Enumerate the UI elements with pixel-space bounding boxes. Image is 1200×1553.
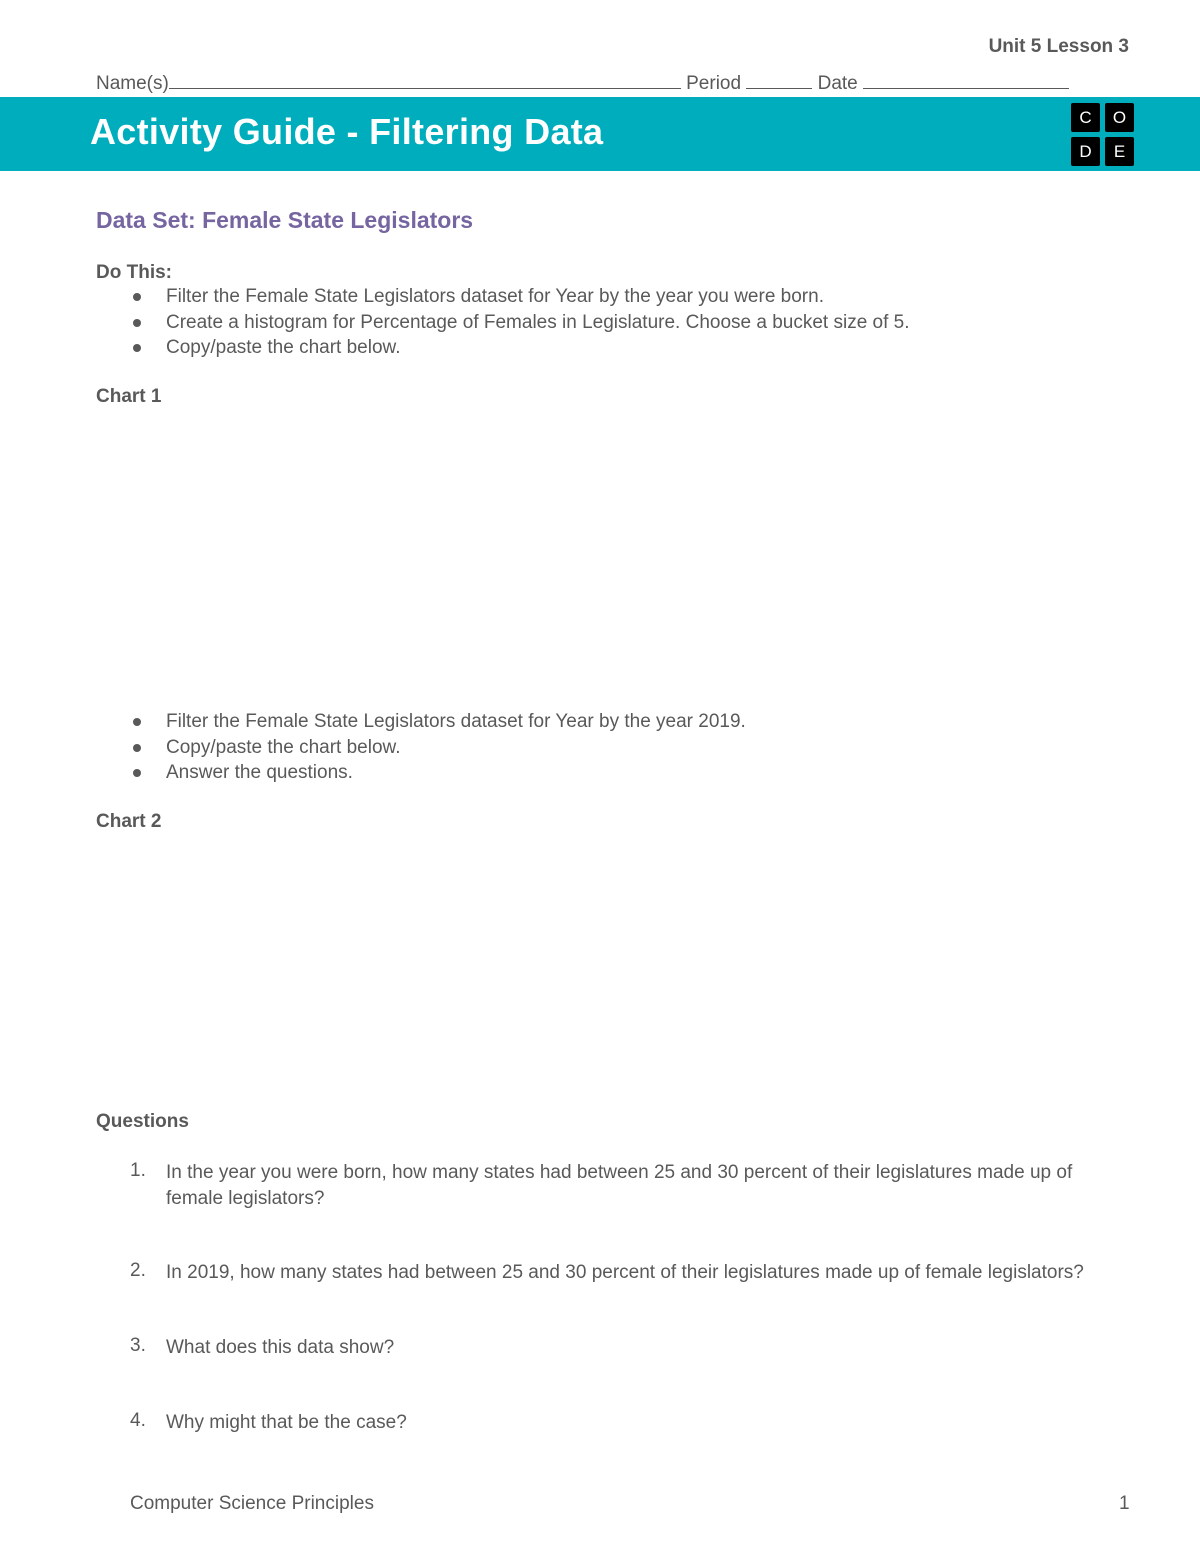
list-item xyxy=(96,735,746,761)
list-item-text: Filter the Female State Legislators dataset for Year by the year you were born. xyxy=(166,286,824,307)
unit-lesson-label: Unit 5 Lesson 3 xyxy=(988,36,1129,57)
list-item-text: Create a histogram for Percentage of Females in Legislature. Choose a bucket size of 5. xyxy=(166,311,910,333)
dataset-title: Data Set: Female State Legislators xyxy=(96,207,474,233)
questions-label: Questions xyxy=(96,1111,189,1132)
question-text: In 2019, how many states had between 25 and 30 percent of their legislatures made up of female legislators? xyxy=(166,1262,1084,1283)
list-item-text: Copy/paste the chart below. xyxy=(166,337,401,358)
bullet-icon xyxy=(133,769,141,777)
logo-letter-c: C xyxy=(1071,103,1100,132)
bullet-icon xyxy=(133,319,141,327)
footer-course: Computer Science Principles xyxy=(130,1493,374,1514)
chart1-paste-area[interactable] xyxy=(96,415,1136,695)
list-item-text: Answer the questions. xyxy=(166,762,353,783)
question-number: 4. xyxy=(130,1410,146,1431)
list-item xyxy=(96,284,910,310)
question-text: What does this data show? xyxy=(166,1337,395,1358)
instructions-list-1 xyxy=(96,284,910,361)
instructions-list-2 xyxy=(96,709,746,786)
questions-list xyxy=(96,1160,1136,1440)
logo-letter-e: E xyxy=(1105,137,1134,166)
chart1-label: Chart 1 xyxy=(96,386,162,407)
question-number: 1. xyxy=(130,1160,146,1181)
list-item xyxy=(96,310,910,336)
footer-page-number: 1 xyxy=(1119,1493,1130,1514)
date-label: Date xyxy=(817,73,858,94)
title-banner xyxy=(0,97,1200,171)
do-this-label: Do This: xyxy=(96,262,172,283)
chart2-paste-area[interactable] xyxy=(96,840,1136,1100)
list-item xyxy=(96,709,746,735)
bullet-icon xyxy=(133,744,141,752)
question-number: 3. xyxy=(130,1335,146,1356)
list-item-text: Filter the Female State Legislators dataset for Year by the year 2019. xyxy=(166,711,746,732)
logo-letter-o: O xyxy=(1105,103,1134,132)
bullet-icon xyxy=(133,718,141,726)
bullet-icon xyxy=(133,293,141,301)
date-blank[interactable] xyxy=(863,72,1069,89)
logo-letter-d: D xyxy=(1071,137,1100,166)
student-info-line xyxy=(96,72,1069,95)
question-number: 2. xyxy=(130,1260,146,1281)
period-label: Period xyxy=(686,73,742,94)
list-item xyxy=(96,335,910,361)
code-logo xyxy=(1071,103,1134,166)
name-label: Name(s) xyxy=(96,73,169,94)
bullet-icon xyxy=(133,344,141,352)
chart2-label: Chart 2 xyxy=(96,811,162,832)
question-text: In the year you were born, how many states had between 25 and 30 percent of their legislatures made up of female legislators? xyxy=(166,1162,1073,1209)
name-blank[interactable] xyxy=(169,72,681,89)
period-blank[interactable] xyxy=(746,72,812,89)
list-item-text: Copy/paste the chart below. xyxy=(166,736,401,758)
list-item xyxy=(96,760,746,786)
question-text: Why might that be the case? xyxy=(166,1412,407,1433)
page-title: Activity Guide - Filtering Data xyxy=(90,111,604,152)
